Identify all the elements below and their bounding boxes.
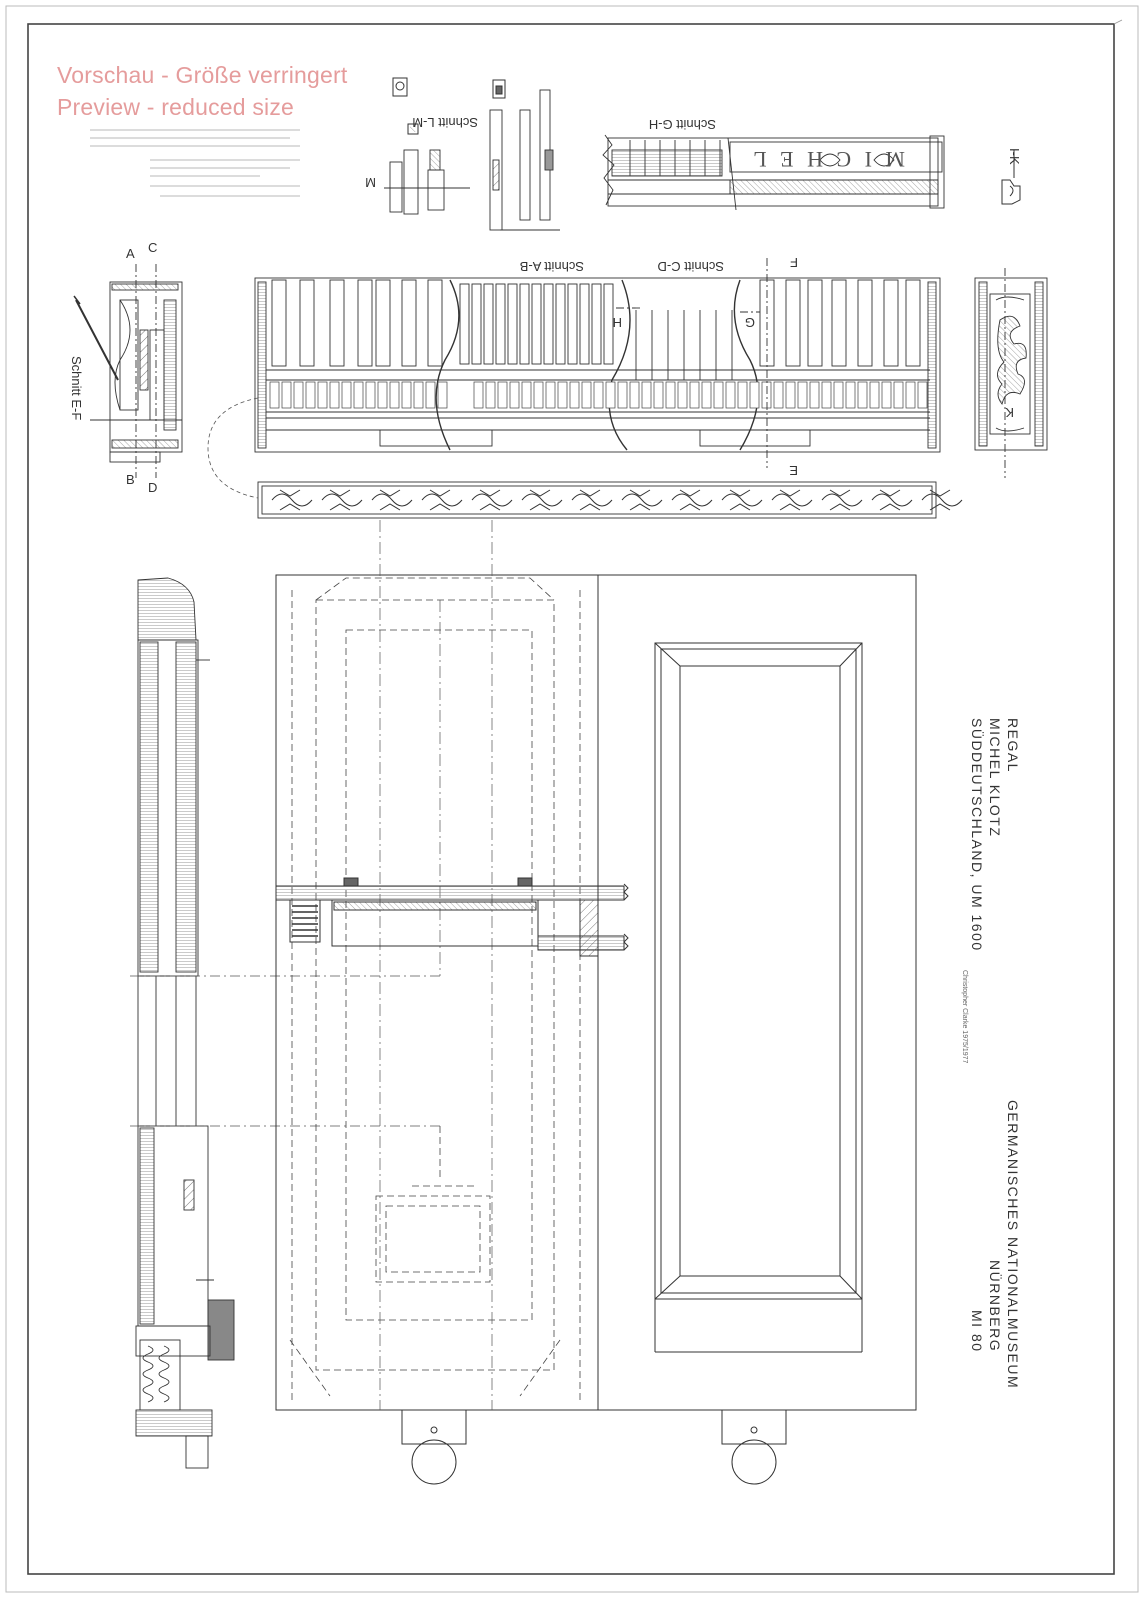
key (306, 382, 315, 408)
key (738, 382, 747, 408)
key (486, 382, 495, 408)
frieze-motif (772, 490, 812, 510)
frieze-motif (372, 490, 412, 510)
key (330, 382, 339, 408)
key (846, 382, 855, 408)
label-section-ik: I-K (1007, 148, 1022, 165)
front-pipe (786, 280, 800, 366)
key (822, 382, 831, 408)
front-pipe (580, 284, 589, 364)
front-pipes (272, 280, 920, 380)
title-maker: MICHEL KLOTZ (987, 718, 1003, 838)
key (426, 382, 435, 408)
key (366, 382, 375, 408)
frieze-motif (572, 490, 612, 510)
key (390, 382, 399, 408)
front-pipe (556, 284, 565, 364)
frieze-motifs (272, 490, 962, 510)
marker-d: D (148, 480, 158, 495)
front-pipe (906, 280, 920, 366)
preview-watermark-line-1: Vorschau - Größe verringert (57, 62, 348, 88)
key (582, 382, 591, 408)
key (894, 382, 903, 408)
front-pipe (544, 284, 553, 364)
front-pipe (484, 284, 493, 364)
key (642, 382, 651, 408)
key (354, 382, 363, 408)
key (714, 382, 723, 408)
section-lm-detail (384, 90, 560, 230)
key (918, 382, 927, 408)
key (570, 382, 579, 408)
key (438, 382, 447, 408)
marker-g: G (744, 315, 755, 330)
section-ef (74, 282, 182, 462)
frieze-motif (522, 490, 562, 510)
front-pipe (402, 280, 416, 366)
key (630, 382, 639, 408)
frieze-motif (272, 490, 312, 510)
front-pipe (300, 280, 314, 366)
key (858, 382, 867, 408)
front-pipe (358, 280, 372, 366)
carved-inscription: M I C H E L (749, 147, 905, 172)
key (318, 382, 327, 408)
key (342, 382, 351, 408)
key (786, 382, 795, 408)
marker-a: A (126, 246, 135, 261)
key (294, 382, 303, 408)
front-pipe (532, 284, 541, 364)
lid-panel (655, 643, 862, 1352)
label-schnitt-ab: Schnitt A-B (519, 259, 584, 274)
key (282, 382, 291, 408)
side-section (136, 578, 234, 1468)
key (870, 382, 879, 408)
ornamental-frieze (258, 482, 936, 518)
front-pipe (592, 284, 601, 364)
title-city: NÜRNBERG (987, 1260, 1003, 1353)
front-pipe (508, 284, 517, 364)
front-pipe (832, 280, 846, 366)
author-credit: Christopher Clarke 1975/1977 (961, 970, 968, 1064)
front-pipe (272, 280, 286, 366)
front-pipe (520, 284, 529, 364)
preview-watermark-line-2: Preview - reduced size (57, 94, 295, 120)
key (618, 382, 627, 408)
key (702, 382, 711, 408)
front-pipe (496, 284, 505, 364)
title-inventory: MI 80 (969, 1310, 985, 1353)
key (594, 382, 603, 408)
marker-f: F (790, 255, 798, 270)
frieze-motif (622, 490, 662, 510)
front-pipe (428, 280, 442, 366)
title-museum: GERMANISCHES NATIONALMUSEUM (1005, 1100, 1021, 1390)
key (558, 382, 567, 408)
label-schnitt-ef: Schnitt E-F (69, 356, 84, 421)
marker-e: E (789, 463, 798, 478)
key (762, 382, 771, 408)
key (498, 382, 507, 408)
plan-cut-lines (380, 520, 492, 1410)
key (474, 382, 483, 408)
frieze-motif (722, 490, 762, 510)
key (522, 382, 531, 408)
key (774, 382, 783, 408)
marker-k: K (1005, 405, 1014, 420)
plan-dashed-inner (290, 578, 580, 1400)
key (606, 382, 615, 408)
frieze-motif (422, 490, 462, 510)
frieze-motif (822, 490, 862, 510)
marker-h: H (612, 315, 622, 330)
front-pipe (472, 284, 481, 364)
front-pipe (808, 280, 822, 366)
key (834, 382, 843, 408)
label-schnitt-lm: Schnitt L-M (412, 115, 478, 130)
key (270, 382, 279, 408)
notes-block (90, 130, 300, 196)
front-keys (270, 382, 927, 408)
title-regal: REGAL (1005, 718, 1021, 773)
key (882, 382, 891, 408)
side-section-dashes (130, 976, 440, 1126)
label-schnitt-cd: Schnitt C-D (657, 259, 724, 274)
marker-m: M (365, 175, 376, 190)
plan-view (276, 575, 916, 1410)
key (654, 382, 663, 408)
frieze-motif (922, 490, 962, 510)
title-origin: SÜDDEUTSCHLAND, UM 1600 (969, 718, 985, 952)
key (678, 382, 687, 408)
key (534, 382, 543, 408)
frieze-motif (472, 490, 512, 510)
frieze-motif (322, 490, 362, 510)
key (666, 382, 675, 408)
front-pipe (460, 284, 469, 364)
front-pipe (376, 280, 390, 366)
plan-crossbar (276, 878, 628, 956)
pipe-icon (393, 78, 505, 98)
key (414, 382, 423, 408)
leader-arc (208, 398, 258, 498)
key (906, 382, 915, 408)
frieze-motif (672, 490, 712, 510)
key (546, 382, 555, 408)
front-cut-lines (616, 258, 767, 468)
key (378, 382, 387, 408)
key (726, 382, 735, 408)
front-pipe (330, 280, 344, 366)
title-block-left (968, 718, 1022, 952)
title-block-right (968, 1100, 1022, 1389)
key (810, 382, 819, 408)
key (510, 382, 519, 408)
key (402, 382, 411, 408)
key (690, 382, 699, 408)
key (750, 382, 759, 408)
hinge-knobs (402, 1410, 786, 1484)
front-pipe (568, 284, 577, 364)
key (798, 382, 807, 408)
marker-b: B (126, 472, 135, 487)
frieze-motif (872, 490, 912, 510)
end-view (975, 278, 1047, 450)
marker-c: C (148, 240, 158, 255)
front-pipe (858, 280, 872, 366)
front-pipe (884, 280, 898, 366)
label-schnitt-gh: Schnitt G-H (648, 117, 716, 132)
